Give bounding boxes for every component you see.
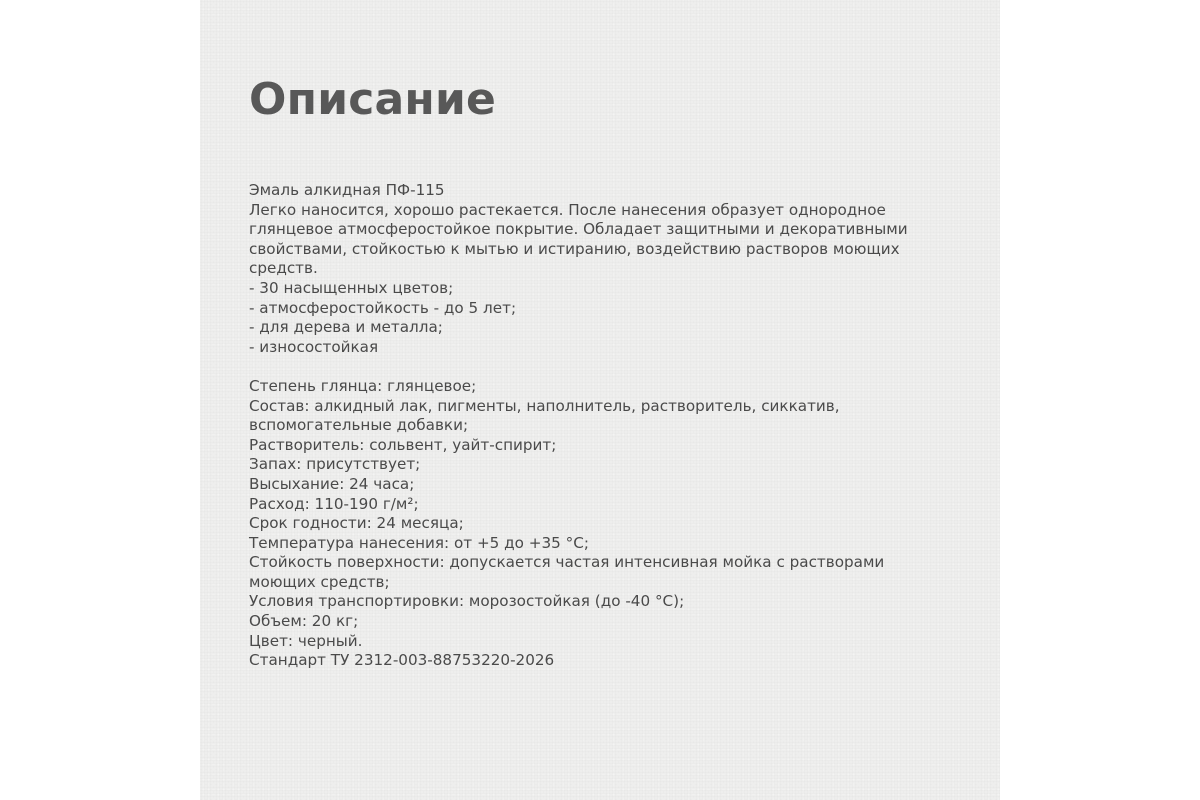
- product-name-line: Эмаль алкидная ПФ-115: [249, 181, 445, 199]
- intro-line: свойствами, стойкостью к мытью и истиранию, воздействию растворов моющих: [249, 239, 900, 258]
- intro-line: средств.: [249, 259, 318, 278]
- spec-line: Состав: алкидный лак, пигменты, наполнитель, растворитель, сиккатив,: [249, 396, 840, 415]
- intro-line: глянцевое атмосферостойкое покрытие. Обладает защитными и декоративными: [249, 220, 908, 239]
- spec-line: Объем: 20 кг;: [249, 612, 359, 631]
- spec-line: Цвет: черный.: [249, 631, 363, 650]
- spec-line: Срок годности: 24 месяца;: [249, 514, 464, 533]
- spec-line: Стандарт ТУ 2312-003-88753220-2026: [249, 651, 555, 670]
- feature-item: - атмосферостойкость - до 5 лет;: [249, 298, 517, 317]
- spec-line: Стойкость поверхности: допускается частая интенсивная мойка с растворами: [249, 553, 885, 572]
- feature-item: - износостойкая: [249, 337, 379, 356]
- page-title: Описание: [249, 74, 497, 125]
- spec-line: Температура нанесения: от +5 до +35 °С;: [249, 533, 589, 552]
- spec-line: Степень глянца: глянцевое;: [249, 376, 477, 395]
- spec-line: вспомогательные добавки;: [249, 416, 469, 435]
- spec-line: Высыхание: 24 часа;: [249, 474, 415, 493]
- spec-line: моющих средств;: [249, 572, 390, 591]
- spec-line: Условия транспортировки: морозостойкая (до -40 °С);: [249, 592, 685, 611]
- spec-line: Запах: присутствует;: [249, 455, 421, 474]
- paragraph-spacer: [249, 357, 969, 377]
- intro-line: Легко наносится, хорошо растекается. После нанесения образует однородное: [249, 200, 886, 219]
- description-card: [200, 0, 1000, 800]
- description-text: [249, 181, 969, 671]
- feature-item: - для дерева и металла;: [249, 318, 443, 337]
- spec-line: Растворитель: сольвент, уайт-спирит;: [249, 435, 557, 454]
- spec-line: Расход: 110-190 г/м²;: [249, 494, 419, 513]
- feature-item: - 30 насыщенных цветов;: [249, 278, 454, 297]
